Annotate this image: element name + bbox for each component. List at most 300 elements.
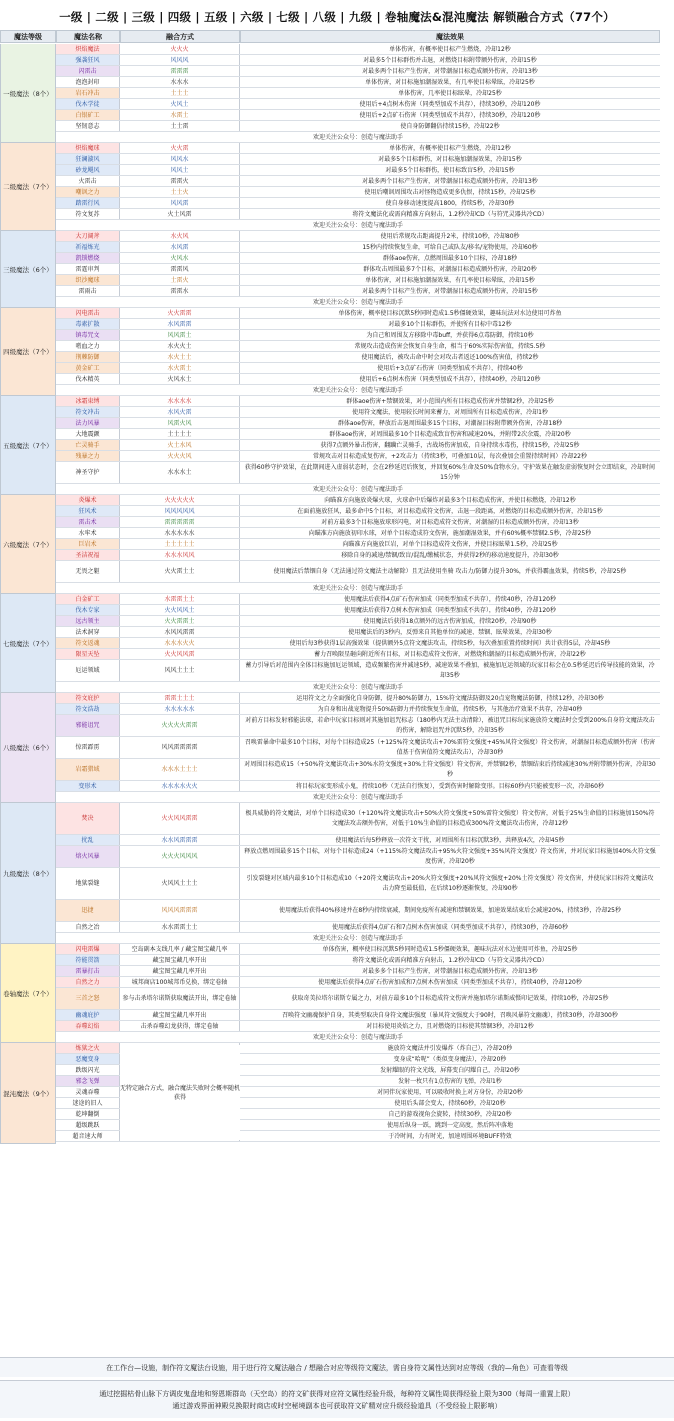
magic-name: 水牢术 bbox=[56, 528, 120, 538]
table-row bbox=[56, 977, 660, 988]
magic-effect: 使用魔法后禁锢自身（无法通过符文魔法主动解除）且无法使用坐骑 攻击力/防御力提升30%，并获得霸血效果，持续5秒，冷却25秒 bbox=[273, 567, 627, 575]
magic-combo: 藏宝图宝藏几率开出 bbox=[120, 955, 240, 965]
magic-effect: 获取奇美拉塔尔诺斯专属之力，对前方最多10个目标造成符文伤害并施加塔尔诺斯威慑印记效果，持续10秒，冷却25秒 bbox=[291, 994, 609, 1002]
table-row bbox=[56, 363, 660, 374]
table-row bbox=[56, 264, 660, 275]
magic-combo: 水水水土土土 bbox=[120, 759, 240, 780]
table-row bbox=[56, 759, 660, 781]
magic-name: 狂澜漩风 bbox=[56, 154, 120, 164]
magic-combo: 水火土土 bbox=[120, 352, 240, 362]
magic-combo: 火土水风 bbox=[120, 440, 240, 450]
magic-effect: 使用魔法后获得4点矿石和7点树木伤害加成（同类型加成不共存），持续30秒，冷却60秒 bbox=[332, 924, 568, 931]
magic-combo: 水火火土 bbox=[120, 341, 240, 351]
magic-name: 扰乱 bbox=[56, 835, 120, 845]
table-row bbox=[56, 407, 660, 418]
magic-effect: 群体aoe伤害，点燃周围最多10个目标，冷却18秒 bbox=[382, 255, 518, 262]
magic-name: 祈福炼光 bbox=[56, 242, 120, 252]
magic-combo: 火火火风 bbox=[120, 451, 240, 461]
magic-combo: 火火雷雷土 bbox=[120, 616, 240, 626]
table-row bbox=[56, 616, 660, 627]
magic-name: 闪电雷爆 bbox=[56, 944, 120, 954]
magic-name: 白银矿工 bbox=[56, 110, 120, 120]
magic-name: 狂风术 bbox=[56, 506, 120, 516]
table-row bbox=[56, 1021, 660, 1032]
magic-combo: 水水雷雷土土 bbox=[120, 922, 240, 932]
page-title: 一级 | 二级 | 三级 | 四级 | 五级 | 六级 | 七级 | 八级 | 九级 | 卷轴魔法&混沌魔法 解锁融合方式（77个） bbox=[59, 10, 615, 24]
magic-combo: 土土土土土 bbox=[120, 539, 240, 549]
magic-effect: 使用后+6点树木伤害（同类型加成不共存），持续40秒，冷却120秒 bbox=[359, 376, 541, 383]
magic-name: 乾坤翻倒 bbox=[56, 1109, 120, 1119]
magic-effect: 使用后头部会变大，持续60秒，冷却20秒 bbox=[394, 1100, 506, 1107]
bottom-note-1: 在工作台—设施，制作符文魔法台设施，用于进行符文魔法融合 / 想融合对应等级符文魔法，需自身符文属性达到对应等级（我的—角色）可查看等级 bbox=[0, 1357, 674, 1377]
magic-combo: 火火风风土 bbox=[120, 605, 240, 615]
footer-note: 欢迎关注公众号：创造与魔法助手 bbox=[56, 792, 660, 803]
table-row bbox=[56, 187, 660, 198]
magic-name: 闪雷击 bbox=[56, 66, 120, 76]
footer-note: 欢迎关注公众号：创造与魔法助手 bbox=[56, 385, 660, 396]
table-row bbox=[56, 627, 660, 638]
magic-effect: 使自身防御翻倍持续15秒，冷却22秒 bbox=[400, 123, 500, 130]
table-row bbox=[56, 693, 660, 704]
magic-name: 符文庇护 bbox=[56, 693, 120, 703]
magic-name: 炽焰魔球 bbox=[56, 143, 120, 153]
magic-combo: 水雷土 bbox=[120, 110, 240, 120]
magic-effect: 使用后嘲讽周围攻击对怪物造成更多仇恨，持续15秒，冷却25秒 bbox=[364, 189, 536, 196]
magic-effect: 对最多两个目标产生伤害，对带潮湿目标造成额外伤害，冷却13秒 bbox=[362, 178, 538, 185]
table-row bbox=[56, 550, 660, 561]
magic-name: 限星天坠 bbox=[56, 649, 120, 659]
magic-name: 炽焰魔法 bbox=[56, 44, 120, 54]
magic-name: 荆棘防御 bbox=[56, 352, 120, 362]
magic-combo: 风风雷土 bbox=[120, 330, 240, 340]
magic-combo: 风风水 bbox=[120, 154, 240, 164]
magic-effect: 使用后+4点树木伤害（同类型加成不共存），持续30秒，冷却120秒 bbox=[359, 101, 541, 108]
magic-combo: 雷雷风 bbox=[120, 264, 240, 274]
table-row bbox=[56, 440, 660, 451]
footer-note: 欢迎关注公众号：创造与魔法助手 bbox=[56, 297, 660, 308]
magic-effect: 单体伤害，几率使目标眩晕，冷却25秒 bbox=[398, 90, 502, 97]
magic-effect: 将符文魔法化或需向精准方向射击，1.2秒冷却CD（与符文灵器共冷CD） bbox=[352, 957, 548, 964]
table-row bbox=[56, 352, 660, 363]
magic-effect: 蓄力召唤限星砸向附近所有目标，对目标造成符文伤害，对燃烧和潮湿的目标造成额外伤害，冷却22秒 bbox=[314, 651, 586, 658]
magic-name: 大地震颤 bbox=[56, 429, 120, 439]
magic-name: 邪念飞弹 bbox=[56, 1076, 120, 1086]
table-row bbox=[56, 846, 660, 868]
table-row bbox=[56, 231, 660, 242]
magic-effect: 对周围目标造成15（+50%符文魔法攻击+30%水符文强度+30%土符文强度）符文伤害，并禁锢2秒，禁锢结束后持续减速30%并附带额外伤害，冷却30秒 bbox=[244, 760, 656, 778]
magic-effect: 单体伤害，对目标施加潮湿效果，有几率使目标晕眩，冷却25秒 bbox=[365, 79, 535, 86]
magic-effect: 常规攻击造成伤害会恢复自身生命，相当于60%实际伤害值，持续5.5秒 bbox=[354, 343, 546, 350]
footer-note: 欢迎关注公众号：创造与魔法助手 bbox=[56, 1032, 660, 1043]
table-row bbox=[56, 275, 660, 286]
magic-name: 法力风暴 bbox=[56, 418, 120, 428]
magic-name: 自然之力 bbox=[56, 977, 120, 987]
magic-combo: 击杀吞噬幻龙获得，绑定卷轴 bbox=[120, 1021, 240, 1031]
magic-effect: 向瞄准方向施放巨岩，对单个目标造成符文伤害，并使目标眩晕1.5秒，冷却25秒 bbox=[342, 541, 558, 548]
magic-effect: 对最多5个目标群伤并击退，对燃烧目标附带额外伤害，冷却15秒 bbox=[363, 57, 537, 64]
magic-name: 符文返魂 bbox=[56, 638, 120, 648]
magic-name: 巨岩术 bbox=[56, 539, 120, 549]
magic-name: 闪电雷击 bbox=[56, 308, 120, 318]
table-row bbox=[56, 966, 660, 977]
group-label: 一级魔法（8个） bbox=[0, 44, 56, 143]
group-label: 五级魔法（7个） bbox=[0, 396, 56, 495]
magic-name: 砂龙飓风 bbox=[56, 165, 120, 175]
table-row bbox=[56, 462, 660, 484]
magic-name: 超音速大师 bbox=[56, 1131, 120, 1141]
table-row bbox=[56, 418, 660, 429]
bottom-note-3: 通过游戏界面神殿兑换限时商店或时空秘境副本也可获取符文矿精对应升级经验道具（不受经验上限影响） bbox=[172, 1401, 502, 1410]
magic-combo: 风风风风风 bbox=[120, 506, 240, 516]
magic-combo: 风风土 bbox=[120, 165, 240, 175]
magic-combo: 藏宝图宝藏几率开出 bbox=[120, 1010, 240, 1020]
magic-combo: 火风土 bbox=[120, 99, 240, 109]
magic-effect: 单体伤害，对目标施加潮湿效果，有几率使目标晕眩，冷却15秒 bbox=[365, 277, 535, 284]
table-row bbox=[56, 110, 660, 121]
magic-name: 幽魂庇护 bbox=[56, 1010, 120, 1020]
magic-effect: 使用后常规攻击距离提升2米，持续10秒，冷却80秒 bbox=[380, 233, 520, 240]
magic-combo: 水水水 bbox=[120, 77, 240, 87]
table-row bbox=[56, 715, 660, 737]
magic-name: 惊雷霹雳 bbox=[56, 737, 120, 758]
footer-note: 欢迎关注公众号：创造与魔法助手 bbox=[56, 682, 660, 693]
table-row bbox=[56, 900, 660, 922]
table-row bbox=[56, 396, 660, 407]
magic-effect: 使用魔法后获得4点矿石伤害加成和7点树木伤害加成（同类型加成不共存），持续40秒，冷却120秒 bbox=[318, 979, 582, 986]
magic-effect: 向瞄准方向施放初印水球，对单个目标造成符文伤害，施加潮湿效果，并有60%概率禁锢2.5秒，冷却25秒 bbox=[308, 530, 592, 537]
magic-name: 炼狱之火 bbox=[56, 1043, 120, 1053]
magic-effect: 使用魔法后获得4点矿石伤害加成（同类型加成不共存），持续40秒，冷却120秒 bbox=[344, 596, 556, 603]
magic-effect: 将符文魔法化或需向精准方向射击，1.2秒冷却CD（与符咒灵器共冷CD） bbox=[352, 211, 548, 218]
magic-combo: 火火风风雷 bbox=[120, 649, 240, 659]
magic-combo: 水水水火火 bbox=[120, 638, 240, 648]
table-row bbox=[56, 649, 660, 660]
magic-name: 炎爆术 bbox=[56, 495, 120, 505]
magic-combo: 水风雷 bbox=[120, 242, 240, 252]
magic-combo: 风风雷 bbox=[120, 198, 240, 208]
magic-effect: 为自己和周围友方移除中毒buff，并获得6点毒防御，持续10秒 bbox=[366, 332, 534, 339]
magic-combo: 水风火雷 bbox=[120, 407, 240, 417]
magic-combo: 水水风雷雷雷 bbox=[120, 835, 240, 845]
table-row bbox=[56, 704, 660, 715]
table-row bbox=[56, 517, 660, 528]
magic-name: 强袭狂风 bbox=[56, 55, 120, 65]
magic-combo: 雷雷火 bbox=[120, 176, 240, 186]
magic-combo: 土土土 bbox=[120, 88, 240, 98]
magic-effect: 对最多两个目标产生伤害，对带潮湿目标造成额外伤害，冷却13秒 bbox=[362, 68, 538, 75]
magic-effect: 使用魔法后，被攻击命中时会对攻击者返还100%伤害值，持续2秒 bbox=[361, 354, 539, 361]
magic-effect: 15秒内持续恢复生命，可给自己或队友/移名/宠物使用，冷却60秒 bbox=[362, 244, 538, 251]
table-row bbox=[56, 55, 660, 66]
magic-effect: 获得60秒守护效果，在此期间进入虚弱状态时，会在2秒延迟后恢复，并回复60%生命及50%食物水分。守护效果在触发虚弱恢复时会立即结束，冷却时间15分钟 bbox=[244, 463, 656, 481]
magic-name: 伐木学徒 bbox=[56, 99, 120, 109]
magic-combo: 火火风风雷雷 bbox=[120, 803, 240, 834]
magic-effect: 使用魔法后获得7点树木伤害加成（同类型加成不共存），持续40秒，冷却120秒 bbox=[344, 607, 556, 614]
magic-effect: 对最多5个目标群伤，使目标致盲5秒，冷却15秒 bbox=[385, 167, 515, 174]
magic-effect: 在面前施放狂风，最多命中5个目标，对目标造成符文伤害，击退一段距离，对燃烧的目标造成额外伤害，冷却15秒 bbox=[297, 508, 603, 515]
magic-effect: 召唤雷暴命中最多10个目标，对每个目标造成25（+125%符文魔法攻击+70%雷符文强度+45%风符文强度）符文伤害，对潮湿目标造成额外伤害（伤害值基于伤害值符文魔法攻击），冷却30秒 bbox=[244, 738, 656, 756]
table-row bbox=[56, 803, 660, 835]
magic-combo: 水水水风风 bbox=[120, 550, 240, 560]
footer-note: 欢迎关注公众号：创造与魔法助手 bbox=[56, 220, 660, 231]
table-row bbox=[56, 835, 660, 846]
table-row bbox=[56, 44, 660, 55]
magic-name: 自然之冶 bbox=[56, 922, 120, 932]
magic-effect: 发射一枚只有1点伤害的飞弹，冷却1秒 bbox=[398, 1078, 502, 1085]
magic-combo: 雷雷水 bbox=[120, 286, 240, 296]
magic-name: 恶魔变身 bbox=[56, 1054, 120, 1064]
magic-name: 三首之怒 bbox=[56, 988, 120, 1009]
magic-combo: 火土风雷 bbox=[120, 209, 240, 219]
magic-name: 灵魂吞噬 bbox=[56, 1087, 120, 1097]
magic-combo: 风风风雷雷雷 bbox=[120, 900, 240, 921]
magic-combo: 水火风 bbox=[120, 231, 240, 241]
magic-name: 岩石冲击 bbox=[56, 88, 120, 98]
table-row bbox=[56, 594, 660, 605]
magic-name: 凯锁燃烧 bbox=[56, 253, 120, 263]
magic-effect: 群体aoe伤害，释放后击退周围最多15个目标，对潮湿目标附带额外伤害，冷却18秒 bbox=[337, 420, 563, 427]
magic-name: 残暴之力 bbox=[56, 451, 120, 461]
table-row bbox=[56, 506, 660, 517]
magic-combo: 雷雷雷 bbox=[120, 66, 240, 76]
magic-name: 迷途的旧人 bbox=[56, 1098, 120, 1108]
table-row bbox=[56, 121, 660, 132]
table-row bbox=[56, 868, 660, 900]
magic-effect: 使用后+2点矿石伤害（同类型加成不共存），持续30秒，冷却120秒 bbox=[359, 112, 541, 119]
group-label: 七级魔法（7个） bbox=[0, 594, 56, 693]
magic-combo: 火火雷雷 bbox=[120, 308, 240, 318]
magic-combo: 火火火 bbox=[120, 44, 240, 54]
magic-effect: 发射耀眼的符文光线，屏幕变白闪耀自己，冷却20秒 bbox=[380, 1067, 520, 1074]
magic-combo: 火火火风风风 bbox=[120, 846, 240, 867]
table-row bbox=[56, 1010, 660, 1021]
magic-name: 地狱裂缝 bbox=[56, 868, 120, 899]
table-row bbox=[56, 922, 660, 933]
magic-effect: 群体攻击周围最多7个目标，对潮湿目标造成额外伤害，冷却20秒 bbox=[363, 266, 537, 273]
header-name: 魔法名称 bbox=[56, 30, 120, 43]
table-row bbox=[56, 308, 660, 319]
magic-name: 圣洁祝福 bbox=[56, 550, 120, 560]
magic-combo: 风风风 bbox=[120, 55, 240, 65]
footer-note: 欢迎关注公众号：创造与魔法助手 bbox=[56, 132, 660, 143]
magic-combo: 火风风土土土 bbox=[120, 868, 240, 899]
magic-name: 雷霆审判 bbox=[56, 264, 120, 274]
table-row bbox=[56, 429, 660, 440]
group-label: 八级魔法（6个） bbox=[0, 693, 56, 803]
magic-combo: 城邦商店100城邦币兑换，绑定卷轴 bbox=[120, 977, 240, 987]
magic-name: 伐木专家 bbox=[56, 605, 120, 615]
magic-name: 白金矿工 bbox=[56, 594, 120, 604]
group-label: 六级魔法（7个） bbox=[0, 495, 56, 594]
magic-combo: 火火火火火 bbox=[120, 495, 240, 505]
magic-effect: 对同伴玩家使用，可以吸收时换上对方身份，冷却20秒 bbox=[377, 1089, 523, 1096]
magic-name: 雷暴打击 bbox=[56, 966, 120, 976]
magic-effect: 使用魔法后的3秒内，反弹来自其他单位的减速、禁锢、眩晕效果，冷却30秒 bbox=[348, 629, 552, 636]
magic-name: 邪能诅咒 bbox=[56, 715, 120, 736]
magic-combo: 雷雷雷雷雷 bbox=[120, 517, 240, 527]
magic-effect: 使用符文魔法，使用较长时间来蓄力，对周围所有目标造成伤害，冷却1秒 bbox=[352, 409, 548, 416]
magic-name: 符能贯箭 bbox=[56, 955, 120, 965]
magic-effect: 单体伤害，概率使目标沉默5秒同时造成1.5秒僵硬效果，趣味玩法对水边使用可炸鱼，冷却25秒 bbox=[322, 946, 578, 953]
magic-effect: 对最多两个目标产生伤害，对带潮湿目标造成额外伤害，冷却15秒 bbox=[362, 288, 538, 295]
magic-combo: 火火雷 bbox=[120, 143, 240, 153]
table-row bbox=[56, 253, 660, 264]
magic-effect: 单体伤害，概率使目标沉默5秒同时造成1.5秒僵硬效果，趣味玩法对水边使用可炸鱼 bbox=[338, 310, 562, 317]
chaos-combo-note: 无特定融合方式，融合魔法失败时会概率随机获得 bbox=[120, 1045, 240, 1140]
magic-effect: 群体aoe伤害+禁锢效果，对小范围内所有目标造成伤害并禁锢2秒，冷却25秒 bbox=[346, 398, 554, 405]
magic-name: 熔火风暴 bbox=[56, 846, 120, 867]
magic-effect: 变身成“哈呢”（类似变身魔法），冷却20秒 bbox=[393, 1056, 507, 1063]
header-combo: 融合方式 bbox=[120, 30, 240, 43]
magic-name: 大刀阔斧 bbox=[56, 231, 120, 241]
footer-note: 欢迎关注公众号：创造与魔法助手 bbox=[56, 583, 660, 594]
table-row bbox=[56, 330, 660, 341]
table-row bbox=[56, 88, 660, 99]
table-row bbox=[56, 242, 660, 253]
magic-effect: 对最多10个目标群伤，并使所有目标中毒12秒 bbox=[388, 321, 512, 328]
table-row bbox=[56, 209, 660, 220]
magic-combo: 藏宝图宝藏几率开出 bbox=[120, 966, 240, 976]
magic-effect: 使用魔法后每5秒释放一次符文干扰，对周围所有目标沉默3秒，共释放4次，冷却45秒 bbox=[335, 837, 565, 844]
magic-combo: 风雷火风 bbox=[120, 418, 240, 428]
table-row bbox=[56, 165, 660, 176]
magic-effect: 为自身和出战宠物提升50%防御力并持续恢复生命值，持续5秒，与其他治疗效果不共存，冷却40秒 bbox=[317, 706, 583, 713]
magic-combo: 土土火 bbox=[120, 187, 240, 197]
magic-name: 亡灵骑手 bbox=[56, 440, 120, 450]
header-effect: 魔法效果 bbox=[240, 30, 660, 43]
magic-effect: 单体伤害，有概率使目标产生燃烧，冷却12秒 bbox=[389, 145, 511, 152]
magic-combo: 水风风雷雷 bbox=[120, 627, 240, 637]
magic-name: 无畏之躯 bbox=[56, 561, 120, 582]
magic-name: 神圣守护 bbox=[56, 462, 120, 483]
magic-name: 远古领主 bbox=[56, 616, 120, 626]
magic-name: 毒素扩散 bbox=[56, 319, 120, 329]
group-label: 四级魔法（7个） bbox=[0, 308, 56, 396]
magic-combo: 水水水水 bbox=[120, 396, 240, 406]
table-row bbox=[56, 528, 660, 539]
magic-name: 泡泡封印 bbox=[56, 77, 120, 87]
magic-effect: 召唤符文幽魂保护自身，其类型取决自身符文魔法强度（暴风符文强度大于90时，召唤风暴符文幽魂），持续30秒，冷却300秒 bbox=[282, 1012, 618, 1019]
magic-name: 坚韧意志 bbox=[56, 121, 120, 131]
table-row bbox=[56, 66, 660, 77]
magic-combo: 水水水水水 bbox=[120, 528, 240, 538]
magic-name: 黄金矿工 bbox=[56, 363, 120, 373]
magic-combo: 参与击杀塔尔诺斯获取魔法开出，绑定卷轴 bbox=[120, 988, 240, 1009]
table-row bbox=[56, 99, 660, 110]
magic-combo: 空岛副本支线几率 / 藏宝图宝藏几率 bbox=[120, 944, 240, 954]
magic-effect: 引发裂缝对区域内最多10个目标造成10（+20符文魔法攻击+20%火符文强度+20%风符文强度+20%土符文强度）符文伤害，并使玩家目标符文魔法攻击力降至最低值，在后续10秒逐渐恢复，冷却90秒 bbox=[246, 874, 654, 892]
table-row bbox=[56, 988, 660, 1010]
table-row bbox=[56, 77, 660, 88]
table-row bbox=[56, 561, 660, 583]
magic-combo: 土土雷 bbox=[120, 121, 240, 131]
magic-effect: 单体伤害，有概率使目标产生燃烧，冷却12秒 bbox=[389, 46, 511, 53]
table-row bbox=[56, 737, 660, 759]
table-row bbox=[56, 781, 660, 792]
magic-combo: 水火雷土 bbox=[120, 363, 240, 373]
magic-effect: 向瞄准方向施放炎爆火球，火球命中后爆炸对最多3个目标造成伤害，并使目标燃烧，冷却12秒 bbox=[324, 497, 576, 504]
magic-effect: 移除自身的减速/禁锢/致盲/混乱/缴械状态，并获得2秒的移动速度提升，冷却30秒 bbox=[341, 552, 559, 559]
magic-combo: 风风雷雷雷雷 bbox=[120, 737, 240, 758]
table-row bbox=[56, 143, 660, 154]
magic-effect: 施放符文魔法并引发爆炸（炸自己），冷却20秒 bbox=[387, 1045, 513, 1052]
table-row bbox=[56, 539, 660, 550]
magic-effect: 将目标玩家变形成小鬼，持续10秒（无法自行恢复），受到伤害时解除变形。目标60秒内只能被变形一次，冷却60秒 bbox=[296, 783, 604, 790]
magic-effect: 释放点燃周围最多15个目标，对每个目标造成24（+115%符文魔法攻击+95%火符文强度+35%风符文强度）符文伤害，并对玩家目标施加40%火符文强度伤害，冷却20秒 bbox=[244, 847, 656, 865]
magic-name: 超级跳跃 bbox=[56, 1120, 120, 1130]
magic-combo: 火火火火雷雷 bbox=[120, 715, 240, 736]
group-label: 混沌魔法（9个） bbox=[0, 1043, 56, 1144]
magic-combo: 雷雷土土土 bbox=[120, 693, 240, 703]
magic-name: 迅捷 bbox=[56, 900, 120, 921]
group-label: 卷轴魔法（7个） bbox=[0, 944, 56, 1043]
table-row bbox=[56, 605, 660, 616]
magic-combo: 水水水土 bbox=[120, 462, 240, 483]
magic-name: 符文冲击 bbox=[56, 407, 120, 417]
magic-name: 岩霜猎域 bbox=[56, 759, 120, 780]
table-row bbox=[56, 286, 660, 297]
magic-combo: 火风水 bbox=[120, 253, 240, 263]
magic-name: 伐木精英 bbox=[56, 374, 120, 384]
magic-name: 法术洞穿 bbox=[56, 627, 120, 637]
table-row bbox=[56, 955, 660, 966]
table-row bbox=[56, 198, 660, 209]
magic-name: 火雷击 bbox=[56, 176, 120, 186]
magic-effect: 使用后纵身一跃，跳到一定高度，然后阵冲落地 bbox=[386, 1122, 513, 1129]
magic-combo: 火风水土 bbox=[120, 374, 240, 384]
magic-name: 嘲讽之力 bbox=[56, 187, 120, 197]
table-row bbox=[56, 944, 660, 955]
magic-effect: 获得7点额外暴击伤害，翻躏亡灵骑手，古战场伤害加成，自身持续水毒伤，持续15秒，冷却25秒 bbox=[320, 442, 580, 449]
magic-effect: 运用符文之力全面强化自身防御，提升80%防御力，15%符文魔法防御及20点宠物魔法防御，持续12秒，冷却30秒 bbox=[296, 695, 604, 702]
magic-effect: 使用魔法后获得40%移速并在8秒内持续衰减，期间免疫所有减速和禁锢效果，加速效果结束后会减速20%，持续3秒，冷却25秒 bbox=[279, 906, 621, 914]
magic-effect: 使用后每3秒获得1层高强效果（提供额外5点符文魔法攻击，持续5秒，每次叠加重置持续时间）共计获得5层，冷却45秒 bbox=[289, 640, 611, 647]
table-row bbox=[56, 495, 660, 506]
magic-effect: 使自身移动速度提高1800，持续5秒，冷却30秒 bbox=[385, 200, 515, 207]
magic-name: 厄运领域 bbox=[56, 660, 120, 681]
magic-combo: 水水水水水 bbox=[120, 704, 240, 714]
magic-combo: 土土土土 bbox=[120, 429, 240, 439]
footer-note: 欢迎关注公众号：创造与魔法助手 bbox=[56, 933, 660, 944]
footer-note: 欢迎关注公众号：创造与魔法助手 bbox=[56, 484, 660, 495]
magic-name: 跌级闪光 bbox=[56, 1065, 120, 1075]
group-label: 九级魔法（8个） bbox=[0, 803, 56, 944]
magic-effect: 使用后+3点矿石伤害（同类型加成不共存），持续40秒 bbox=[377, 365, 523, 372]
magic-combo: 水水水水火火 bbox=[120, 781, 240, 791]
magic-name: 嗜血之力 bbox=[56, 341, 120, 351]
magic-effect: 对前方目标发射邪能法球，若命中玩家目标则对其施加诅咒标志（180秒内无法主动清除），被诅咒目标玩家施放符文魔法时会受到200%自身符文魔法攻击的伤害，解除诅咒并沉默5秒，冷却35秒 bbox=[245, 716, 655, 734]
magic-combo: 水雷雷土土 bbox=[120, 594, 240, 604]
magic-name: 符文复苏 bbox=[56, 209, 120, 219]
magic-effect: 常规攻击对目标造成复伤害，+2攻击力（持续3秒，可叠加10层，每次叠加会重置持续时间）冷却22秒 bbox=[313, 453, 587, 460]
magic-combo: 水风雷雷 bbox=[120, 319, 240, 329]
table-row bbox=[56, 154, 660, 165]
magic-effect: 极具威胁的符文魔法，对单个目标造成30（+120%符文魔法攻击+50%火符文强度+50%雷符文强度）符文伤害，对低于25%生命值的目标施加150%符文魔法攻击额外伤害，对低于10%生命值的目标造成300%符文魔法攻击伤害，冷却12秒 bbox=[245, 809, 655, 827]
table-row bbox=[56, 374, 660, 385]
magic-effect: 蓄力引导后对范围内全体目标施加厄运领域，造成频繁伤害并减速5秒，减速效果不叠加，被施加厄运领域的玩家目标会在0.5秒延迟后传导技能的效果，冷却35秒 bbox=[245, 661, 655, 679]
magic-name: 符文浩劫 bbox=[56, 704, 120, 714]
magic-combo: 风风土土土 bbox=[120, 660, 240, 681]
magic-effect: 自己的游戏视角会旋转，持续30秒，冷却20秒 bbox=[388, 1111, 512, 1118]
magic-name: 雷击术 bbox=[56, 517, 120, 527]
table-row bbox=[56, 660, 660, 682]
table-row bbox=[56, 319, 660, 330]
table-row bbox=[56, 341, 660, 352]
magic-effect: 于冷时间，力有时光，加速周围环境BUFF特效 bbox=[388, 1133, 512, 1140]
magic-name: 雷雨击 bbox=[56, 286, 120, 296]
magic-name: 焚决 bbox=[56, 803, 120, 834]
magic-effect: 对最多多个目标产生伤害，对带潮湿目标造成额外伤害，冷却13秒 bbox=[362, 968, 538, 975]
